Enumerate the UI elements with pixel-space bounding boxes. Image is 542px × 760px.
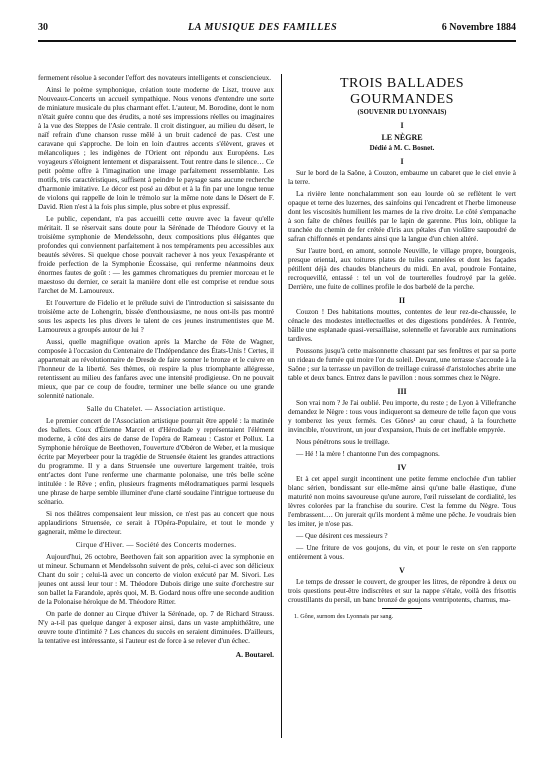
section-number: I (400, 157, 404, 166)
paragraph: Le premier concert de l'Association artistique pourrait être appelé : la matinée des ballets. Coux d'Étienne Marcel et d'Hérodiade y représentaient l'élément moderne, à côté des airs de danse de l'opéra de Rameau : Castor et Pollux. La Symphonie héroïque de Beethoven, l'ouverture d'Obéron de Weber, et la musique écrite par Meyerbeer pour la tragédie de Struensée étaient les grandes attractions du programme. Il y a dans Struensée une ouverture largement traitée, trois entr'actes dont l'une renferme une charmante polonaise, une très belle scène intitulée : le Rêve ; enfin, plusieurs fragments mélodramatiques parmi lesquels une phrase de harpe semble illuminer d'une clarté soudaine l'intrigue tortueuse du scénario. (38, 417, 274, 506)
paragraph: Aussi, quelle magnifique ovation après la Marche de Fête de Wagner, composée à l'occasion du Centenaire de l'Indépendance des États-Unis ! Certes, il appartenait au révolutionnaire de Dresde de faire sonner le bronze et le cuivre en l'honneur de la liberté. Ses thèmes, où respire la plus triomphante allégresse, retentissent au milieu des fanfares avec une intensité prodigieuse. On ne pouvait mieux, que par ce coup de foudre, terminer une belle séance ou une grande solennité nationale. (38, 338, 274, 400)
article-subtitle: (SOUVENIR DU LYONNAIS) (357, 109, 447, 116)
paragraph: — Une friture de vos goujons, du vin, et pour le reste on s'en rapporte entièrement à vous. (288, 544, 516, 561)
section-number: V (399, 566, 405, 575)
paragraph: La rivière lente nonchalamment son eau lourde où se reflètent le vert opaque et terne des luzernes, des sainfoins qui l'encadrent et l'herbe limoneuse dont les viscosités humilient les marnes de la rive droite. Le côté s'empanache à son faîte de chênes feuillés par le lapin de garenne. Plus loin, oblique la tranchée du chemin de fer crétée d'iris aux pétales d'un violâtre saupoudré de safran chiffonnés et pendants ainsi que la langue d'un chien altéré. (288, 190, 516, 243)
paragraph: On parle de donner au Cirque d'hiver la Sérénade, op. 7 de Richard Strauss. N'y a-t-il pas quelque danger à exposer ainsi, dans un vaste amphithéâtre, une œuvre toute d'intimité ? Les chances du succès en seraient diminuées. D'ailleurs, la tentative est intéressante, si l'auteur est de force à se relever d'un échec. (38, 610, 274, 645)
paragraph: Nous pénétrons sous le treillage. (296, 438, 390, 446)
paragraph: Le temps de dresser le couvert, de grouper les litres, de répondre à deux ou trois questions peut-être indiscrètes et sur la nappe s'étale, voilà des frisottis croustillants du persil, un banc bronzé de goujons ventripotents, charnus, ma- (288, 578, 516, 604)
paragraph: Aujourd'hui, 26 octobre, Beethoven fait son apparition avec la symphonie en ut mineur. Schumann et Mendelssohn suivent de près, celui-ci avec son délicieux Chant du soir ; celui-là avec un concerto de violon exécuté par M. Sivori. Les jeunes ont aussi leur tour : M. Théodore Dubois dirige une suite d'orchestre sur son ballet la Farandole, après quoi, M. B. Godard nous offre une seconde audition de la Polonaise héroïque de M. Théodore Ritter. (38, 553, 274, 606)
paragraph: Si nos théâtres compensaient leur mission, ce n'est pas au concert que nous applaudirions Struensée, ce serait à l'Opéra-Populaire, et tout le monde y gagnerait, même le directeur. (38, 510, 274, 536)
footnote-rule (382, 608, 422, 609)
header-rule (38, 40, 516, 42)
author-signature: A. Boutarel. (235, 650, 274, 659)
page-number: 30 (38, 22, 48, 33)
paragraph: Couzon ! Des habitations mouttes, contentes de leur rez-de-chaussée, le cénacle des modestes intellectuelles et des digestions pondérées. À l'entrée, bâille une esplanade quasi-versaillaise, solennelle et favorable aux ruminations tardives. (288, 308, 516, 343)
section-number: II (398, 296, 406, 305)
paragraph: fermement résolue à seconder l'effort des novateurs intelligents et consciencieux. (38, 74, 272, 82)
section-number: IV (397, 463, 407, 472)
paragraph: — Que désirent ces messieurs ? (296, 532, 388, 540)
paragraph: Ainsi le poème symphonique, création toute moderne de Liszt, trouve aux Nouveaux-Concerts un accueil sympathique. Nous venons d'entendre une sorte de miniature musicale du plus charmant effet. L'auteur, M. Borodine, dont le nom n'était guère connu que des érudits, a noté ses impressions réelles ou imaginaires à la vue des Steppes de l'Asie centrale. Il croit distinguer, au milieu du désert, le naïf refrain d'une chanson russe mêlé à un bruit cadencé de pas. C'est une caravane qui s'approche. De loin en loin d'autres accents s'élèvent, graves et mélancoliques ; les indigènes de l'Orient ont répondu aux Européens. Les voyageurs s'éloignent lentement et disparaissent. Tout rentre dans le silence… Ce petit poème offre à l'imagination une image parfaitement ressemblante. Les motifs, très caractéristiques, suffisent à peindre le paysage sans aucune recherche d'harmonie imitative. Le décor est posé au début et à la fin par une longue tenue de violons qui rappelle de loin le trémolo sur la même note dans le Désert de F. David. Rien n'est à la fois plus simple, plus sobre et plus expressif. (38, 86, 274, 211)
paragraph: Sur le bord de la Saône, à Couzon, embaume un cabaret que le ciel envie à la terre. (288, 169, 516, 186)
paragraph: Et à cet appel surgit incontinent une petite femme enclochée d'un tablier blanc sérien, bondissant sur elle-même ainsi qu'une balle élastique, d'une maturité non moins savoureuse qu'une aurore, l'œil ruisselant de cordialité, les lèvres colorées par la franchise du sourire. C'est la femme du Nègre. Tous l'embrassent…. On jurerait qu'ils mordent à même une pêche. Je voudrais bien les imiter, je n'ose pas. (288, 475, 516, 528)
footnote: 1. Gône, surnom des Lyonnais par sang. (294, 613, 394, 620)
section-number: III (397, 387, 407, 396)
page-header (38, 20, 516, 40)
paragraph: Le public, cependant, n'a pas accueilli cette œuvre avec la faveur qu'elle méritait. Il se réservait sans doute pour la Sérénade de Théodore Gouvy et la troisième symphonie de Mendelssohn, deux compositions plus élégantes que profondes qui conviennent parfaitement à nos tempéraments peu accessibles aux beautés sévères. Si quelque chose pouvait rachever à nos yeux l'exaspérante et froide perfection de la Symphonie Écossaise, qui renferme néanmoins deux énormes fautes de goût : — les gammes chromatiques du premier morceau et le maestoso du dernier, ce serait la manière dont elle est comprise et rendue sous l'archet de M. Lamoureux. (38, 215, 274, 295)
paragraph: Et l'ouverture de Fidelio et le prélude suivi de l'introduction si saisissante du troisième acte de Lohengrin, bissée d'enthousiasme, ne nous ont-ils pas montré sous les aspects les plus divers le talent de ces jeunes instrumentistes que M. Lamoureux a groupés autour de lui ? (38, 299, 274, 334)
issue-date: 6 Novembre 1884 (441, 22, 516, 33)
paragraph: Sur l'autre bord, en amont, sonnole Neuville, le village propre, bourgeois, presque oriental, aux toitures plates de tuiles cannelées et dont les façades pétillent déjà des chaudes blancheurs du midi. En aval, poudroie Fontaine, recroquevillé, entassé : tel un vol de tourterelles foudroyé par la gelée. Derrière, une fuite de collines profile le dos barbelé de la perche. (288, 247, 516, 291)
journal-title: LA MUSIQUE DES FAMILLES (188, 22, 338, 33)
paragraph: Poussons jusqu'à cette maisonnette chassant par ses fenêtres et par sa porte un rideau de fumée qui moire l'or du soleil. Devant, une terrasse s'accoude à la Saône ; sur la terrasse un pavillon de treillage cuirassé d'aristoloches abrite une table et deux bancs. Entrez dans le pavillon : nous sommes chez le Nègre. (288, 347, 516, 382)
paragraph: Son vrai nom ? Je l'ai oublié. Peu importe, du reste ; de Lyon à Villefranche demandez le Nègre : tous vous indiqueront sa demeure de telle façon que vous y tomberez les yeux fermés. Ces Gônes¹ au cœur chaud, à la fourchette invincible, n'ouvriront, un jour d'expansion, l'huis de cet ineffable empyrée. (288, 399, 516, 434)
section-heading: Salle du Chatelet. — Association artistique. (86, 405, 226, 413)
right-column (288, 74, 516, 744)
article-title: TROIS BALLADES GOURMANDES (339, 76, 465, 107)
dedication: Dédié à M. C. Bosnet. (369, 144, 435, 152)
part-number: I (400, 121, 404, 130)
column-divider (281, 74, 282, 738)
chapter-title: LE NÈGRE (381, 133, 423, 142)
section-heading: Cirque d'Hiver. — Société des Concerts modernes. (75, 541, 237, 549)
left-column (38, 74, 274, 744)
paragraph: — Hé ! la mère ! chantonne l'un des compagnons. (296, 450, 440, 458)
